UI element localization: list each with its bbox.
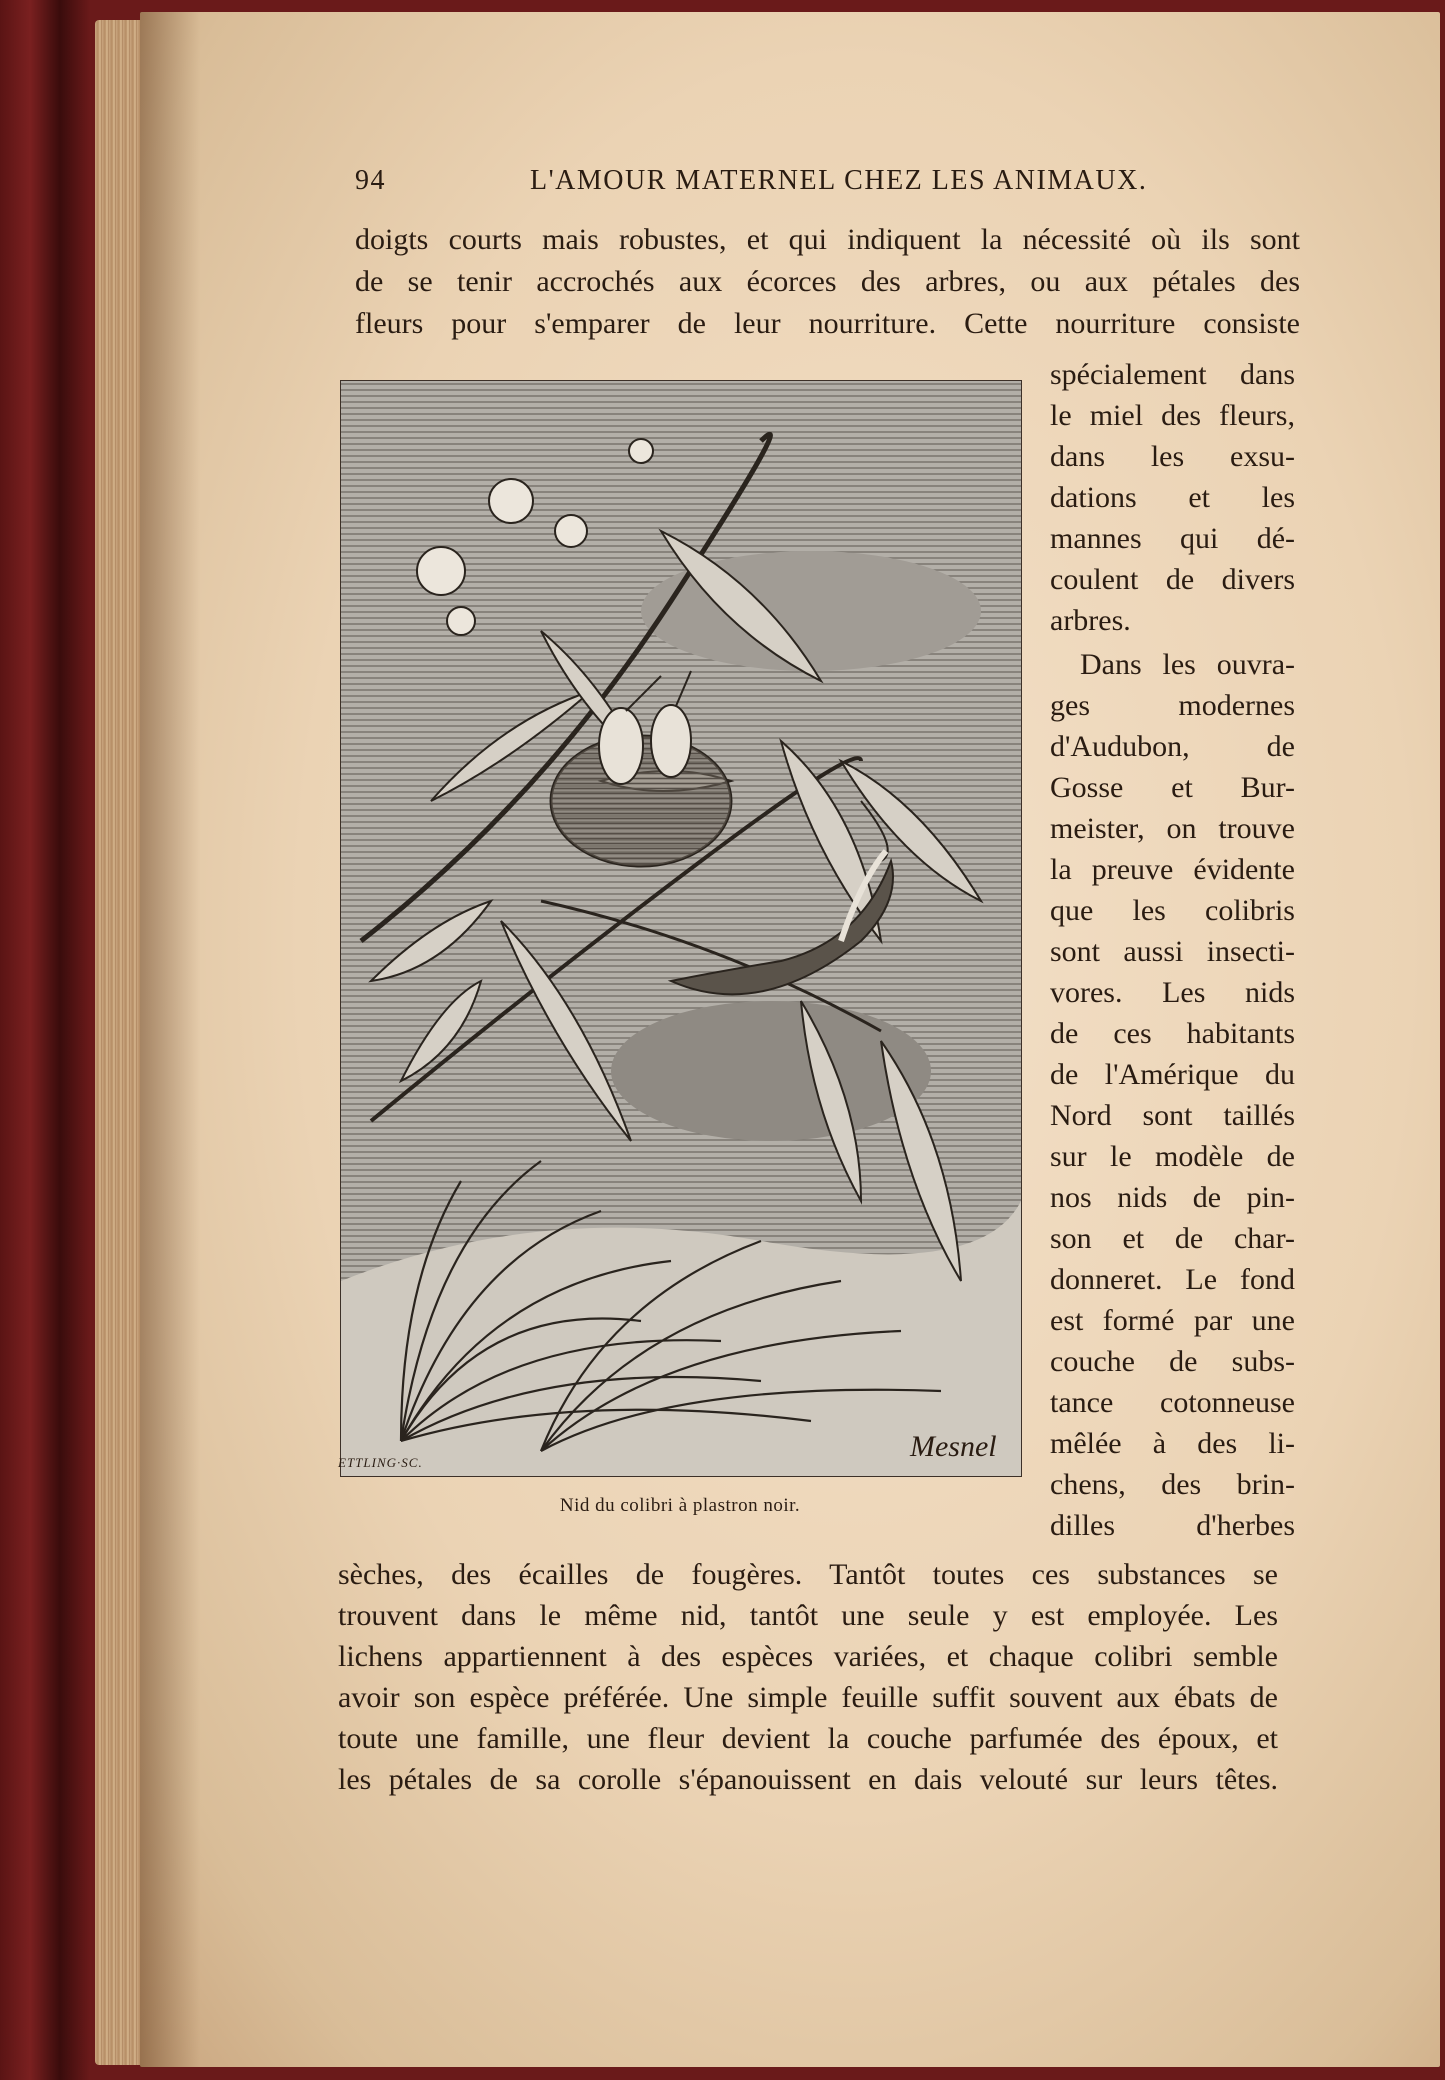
text-line: lichens appartiennent à des espèces variées, et chaque colibri semble	[338, 1640, 1278, 1673]
text-line: mêlée à des li-	[1050, 1427, 1295, 1460]
text-line: sèches, des écailles de fougères. Tantôt toutes ces substances se	[338, 1558, 1278, 1591]
text-line: la preuve évidente	[1050, 853, 1295, 886]
hummingbird-nest-engraving	[341, 381, 1021, 1476]
text-line: sont aussi insecti-	[1050, 935, 1295, 968]
gutter-shadow	[140, 12, 200, 2067]
text-line: ges modernes	[1050, 689, 1295, 722]
text-line: vores. Les nids	[1050, 976, 1295, 1009]
text-line: avoir son espèce préférée. Une simple feuille suffit souvent aux ébats de	[338, 1681, 1278, 1714]
text-line: chens, des brin-	[1050, 1468, 1295, 1501]
text-line: couche de subs-	[1050, 1345, 1295, 1378]
text-line: que les colibris	[1050, 894, 1295, 927]
engraver-signature-right: Mesnel	[910, 1430, 997, 1463]
figure-caption: Nid du colibri à plastron noir.	[559, 1495, 801, 1516]
text-line: sur le modèle de	[1050, 1140, 1295, 1173]
text-line: mannes qui dé-	[1050, 522, 1295, 555]
engraving-figure	[340, 380, 1022, 1477]
text-line: nos nids de pin-	[1050, 1181, 1295, 1214]
text-line: est formé par une	[1050, 1304, 1295, 1337]
text-line: le miel des fleurs,	[1050, 399, 1295, 432]
text-line: Nord sont taillés	[1050, 1099, 1295, 1132]
text-line: dans les exsu-	[1050, 440, 1295, 473]
text-line: trouvent dans le même nid, tantôt une seule y est employée. Les	[338, 1599, 1278, 1632]
text-line: dations et les	[1050, 481, 1295, 514]
text-line: de ces habitants	[1050, 1017, 1295, 1050]
text-line: doigts courts mais robustes, et qui indiquent la nécessité où ils sont	[355, 223, 1300, 256]
text-line: Gosse et Bur-	[1050, 771, 1295, 804]
text-line: son et de char-	[1050, 1222, 1295, 1255]
text-line: de l'Amérique du	[1050, 1058, 1295, 1091]
text-line: donneret. Le fond	[1050, 1263, 1295, 1296]
text-line: d'Audubon, de	[1050, 730, 1295, 763]
text-line: toute une famille, une fleur devient la couche parfumée des époux, et	[338, 1722, 1278, 1755]
engraver-signature-left: ETTLING·SC.	[338, 1455, 423, 1470]
text-line: meister, on trouve	[1050, 812, 1295, 845]
text-line: arbres.	[1050, 604, 1131, 637]
text-line: tance cotonneuse	[1050, 1386, 1295, 1419]
text-line: fleurs pour s'emparer de leur nourriture. Cette nourriture consiste	[355, 307, 1300, 340]
running-head: L'AMOUR MATERNEL CHEZ LES ANIMAUX.	[530, 165, 1148, 196]
page-number: 94	[355, 165, 386, 196]
text-line: de se tenir accrochés aux écorces des arbres, ou aux pétales des	[355, 265, 1300, 298]
text-line: Dans les ouvra-	[1080, 648, 1295, 681]
page-header	[355, 165, 1275, 205]
text-line: coulent de divers	[1050, 563, 1295, 596]
text-line: dilles d'herbes	[1050, 1509, 1295, 1542]
text-line: les pétales de sa corolle s'épanouissent en dais velouté sur leurs têtes.	[338, 1763, 1278, 1796]
text-line: spécialement dans	[1050, 358, 1295, 391]
